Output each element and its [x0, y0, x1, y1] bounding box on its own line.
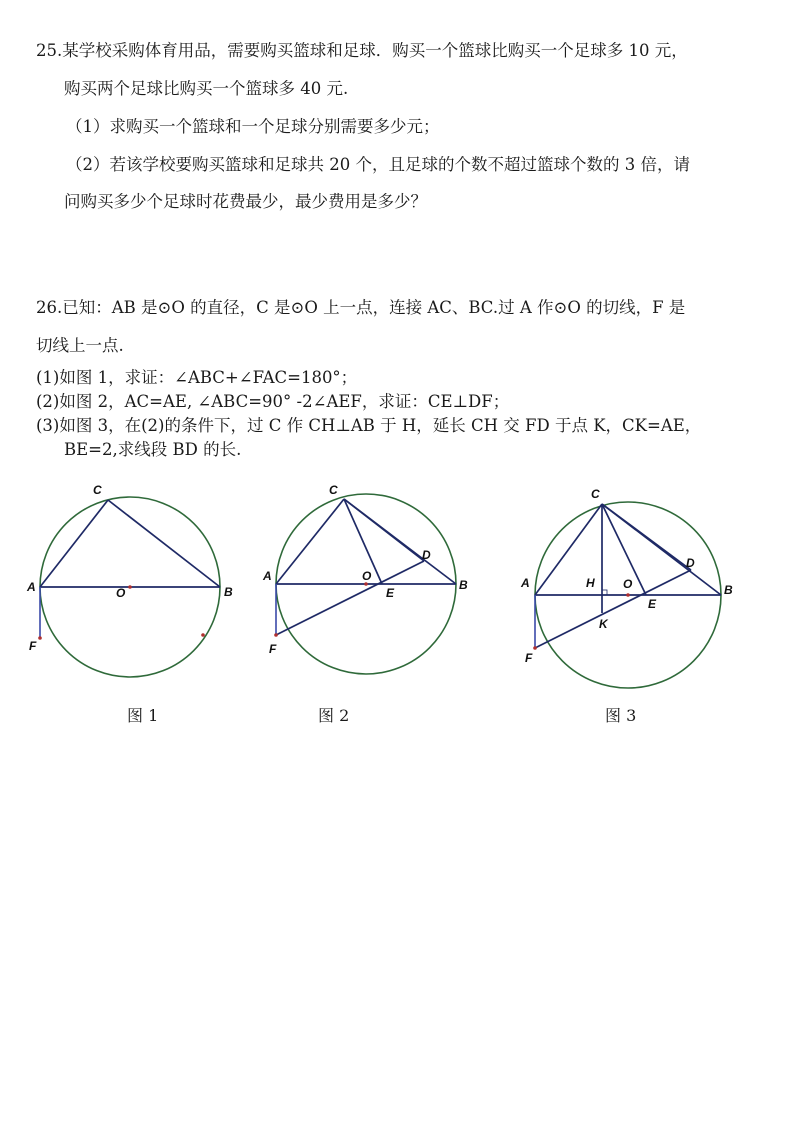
fig1-point-f — [38, 636, 42, 640]
q25-part2-line2: 问购买多少个足球时花费最少，最少费用是多少？ — [64, 192, 427, 211]
fig1-label-o: O — [116, 586, 126, 600]
fig1-segment-bc — [108, 500, 220, 587]
fig1-point-arc — [201, 633, 205, 637]
fig2-label-e: E — [386, 586, 395, 600]
fig1-label-c: C — [93, 483, 102, 497]
fig2-label-d: D — [422, 548, 431, 562]
fig3-label-e: E — [648, 597, 657, 611]
fig2-label-a: A — [263, 569, 272, 583]
q25-line2: 购买两个足球比购买一个篮球多 40 元. — [64, 79, 349, 98]
fig3-label-b: B — [724, 583, 733, 597]
figure-2 — [258, 480, 488, 690]
q26-part1: (1)如图 1，求证：∠ABC+∠FAC=180°； — [36, 368, 358, 387]
figure-3 — [515, 480, 745, 695]
fig3-label-h: H — [586, 576, 595, 590]
fig2-label-b: B — [459, 578, 468, 592]
fig3-segment-fd — [535, 570, 691, 648]
fig1-label-f: F — [29, 639, 37, 653]
fig2-caption: 图 2 — [318, 706, 350, 725]
fig3-label-f: F — [525, 651, 533, 665]
fig3-label-d: D — [686, 556, 695, 570]
fig2-label-f: F — [269, 642, 277, 656]
fig3-label-c: C — [591, 487, 600, 501]
q26-line1: 26.已知：AB 是⊙O 的直径，C 是⊙O 上一点，连接 AC、BC.过 A 作⊙O 的切线，F 是 — [36, 298, 686, 317]
q25-line1: 25.某学校采购体育用品，需要购买篮球和足球．购买一个篮球比购买一个足球多 10 元， — [36, 41, 688, 60]
q26-part2: (2)如图 2，AC=AE, ∠ABC=90° -2∠AEF，求证：CE⊥DF； — [36, 392, 510, 411]
fig2-label-o: O — [362, 569, 372, 583]
fig1-caption: 图 1 — [127, 706, 159, 725]
q26-part3-line1: (3)如图 3，在(2)的条件下，过 C 作 CH⊥AB 于 H，延长 CH 交 FD 于点 K，CK=AE， — [36, 416, 702, 435]
fig3-point-f — [533, 646, 537, 650]
fig3-label-k: K — [599, 617, 608, 631]
fig3-segment-cd — [602, 504, 691, 570]
fig2-segment-cd — [344, 499, 424, 561]
fig3-label-o: O — [623, 577, 633, 591]
fig2-segment-fd — [276, 561, 424, 635]
fig2-point-f — [274, 633, 278, 637]
fig3-label-a: A — [521, 576, 530, 590]
q26-line2: 切线上一点. — [36, 336, 124, 355]
q26-part3-line2: BE=2,求线段 BD 的长. — [64, 440, 242, 459]
fig1-point-o — [128, 585, 132, 589]
q25-part1: （1）求购买一个篮球和一个足球分别需要多少元； — [66, 117, 440, 136]
fig2-label-c: C — [329, 483, 338, 497]
fig1-segment-ac — [40, 500, 108, 587]
fig3-caption: 图 3 — [605, 706, 637, 725]
fig3-point-o — [626, 593, 630, 597]
q25-part2-line1: （2）若该学校要购买篮球和足球共 20 个，且足球的个数不超过篮球个数的 3 倍，请 — [66, 155, 690, 174]
fig1-label-a: A — [27, 580, 36, 594]
figure-1 — [20, 480, 250, 690]
fig1-label-b: B — [224, 585, 233, 599]
